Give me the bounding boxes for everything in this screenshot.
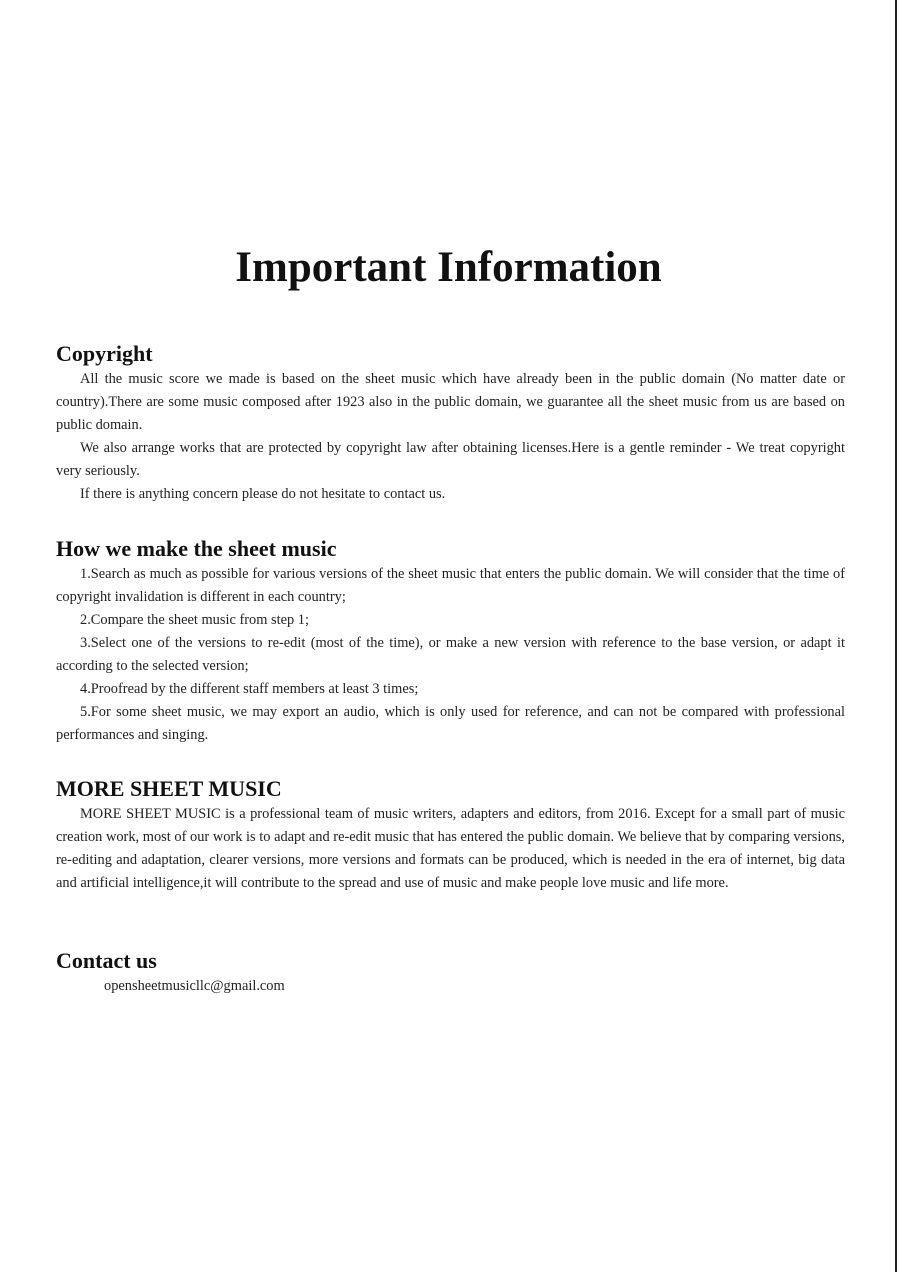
how-step: 4.Proofread by the different staff members at least 3 times;	[80, 681, 419, 697]
contact-heading: Contact us	[56, 948, 157, 973]
contact-section	[56, 947, 845, 998]
how-we-make-heading: How we make the sheet music	[56, 536, 337, 561]
copyright-paragraph: We also arrange works that are protected by copyright law after obtaining licenses.Here is a gentle reminder - We treat copyright very seriously.	[56, 440, 845, 479]
more-sheet-music-paragraph: MORE SHEET MUSIC is a professional team of music writers, adapters and editors, from 2016. Except for a small part of music creation work, most of our work is to adapt and re-edit music that has entered the public domain. We believe that by comparing versions, re-editing and adaptation, clearer versions, more versions and formats can be produced, which is needed in the era of internet, big data and artificial intelligence,it will contribute to the spread and use of music and make people love music and life more.	[56, 806, 845, 891]
more-sheet-music-section	[56, 775, 845, 895]
page-title: Important Information	[235, 244, 662, 291]
how-we-make-section	[56, 535, 845, 747]
copyright-paragraph: All the music score we made is based on the sheet music which have already been in the public domain (No matter date or country).There are some music composed after 1923 also in the public domain, we guarantee all the sheet music from us are based on public domain.	[56, 371, 845, 433]
copyright-paragraph: If there is anything concern please do not hesitate to contact us.	[80, 486, 446, 502]
how-step: 3.Select one of the versions to re-edit (most of the time), or make a new version with reference to the base version, or adapt it according to the selected version;	[56, 635, 845, 674]
copyright-section	[56, 340, 845, 506]
how-step: 5.For some sheet music, we may export an audio, which is only used for reference, and can not be compared with professional performances and singing.	[56, 704, 845, 743]
how-step: 1.Search as much as possible for various versions of the sheet music that enters the public domain. We will consider that the time of copyright invalidation is different in each country;	[56, 566, 845, 605]
how-step: 2.Compare the sheet music from step 1;	[80, 612, 309, 628]
contact-email: opensheetmusicllc@gmail.com	[104, 978, 285, 994]
copyright-heading: Copyright	[56, 341, 153, 366]
more-sheet-music-heading: MORE SHEET MUSIC	[56, 776, 282, 801]
